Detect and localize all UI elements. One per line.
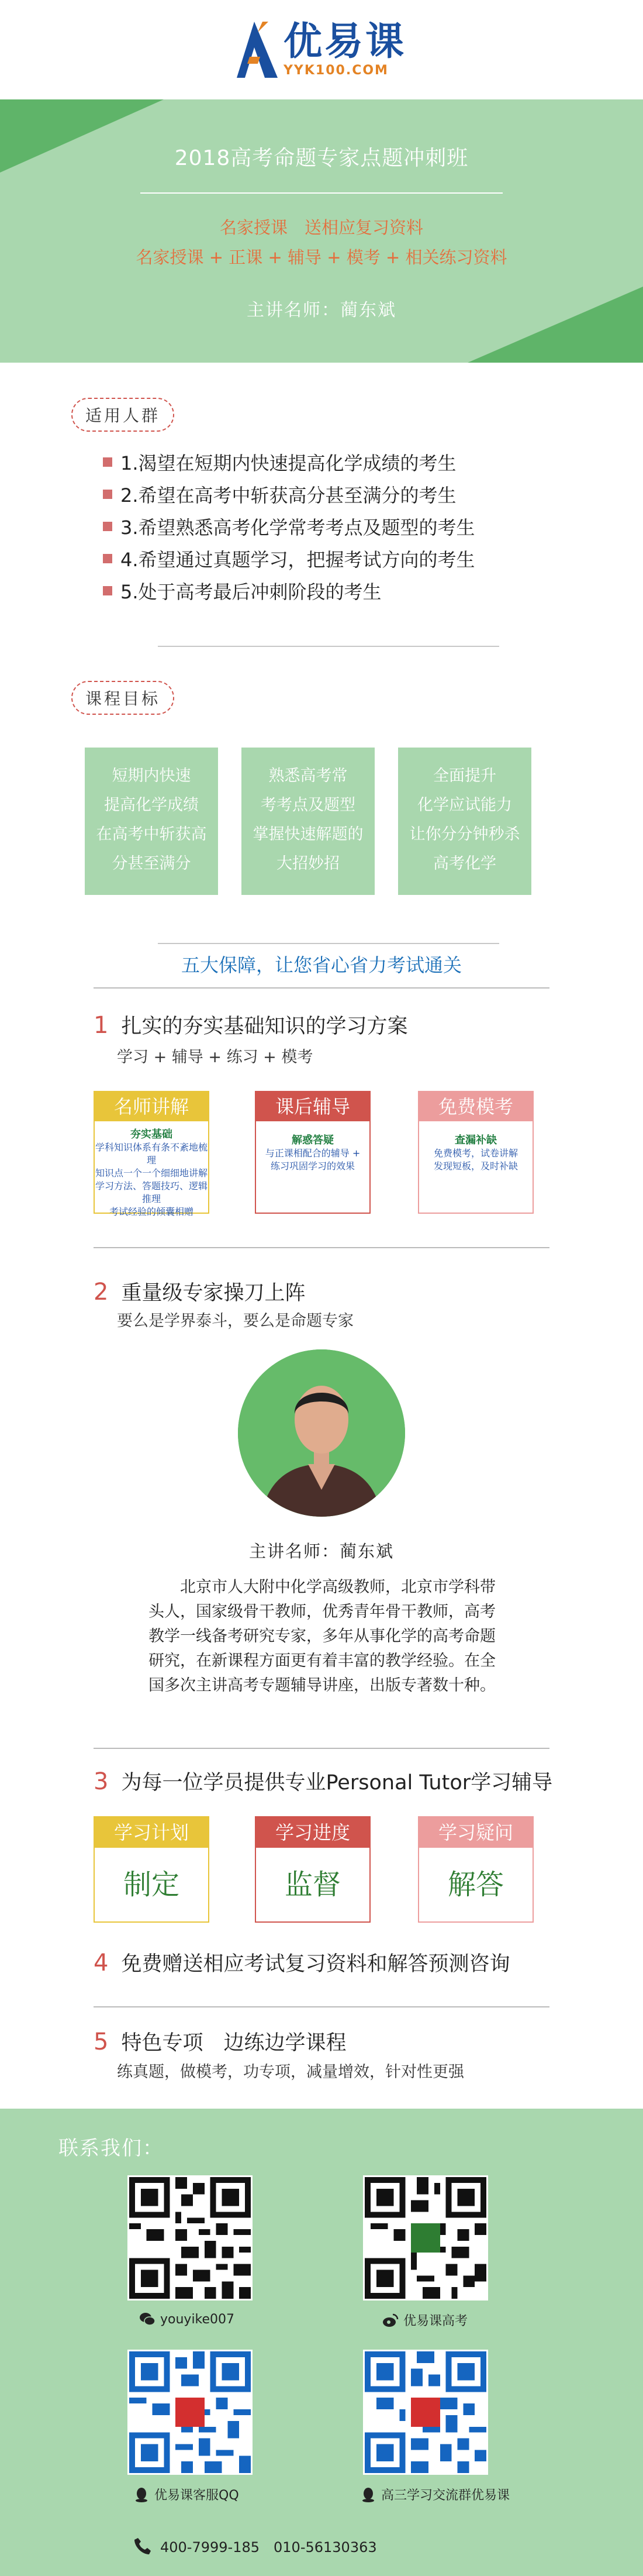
card-progress (255, 1816, 371, 1923)
card-head: 免费模考 (419, 1092, 533, 1121)
phone-numbers[interactable]: 400-7999-185 010-56130363 (133, 2536, 377, 2556)
banner-line1: 名家授课 送相应复习资料 (219, 218, 423, 237)
card-head: 学习疑问 (419, 1817, 533, 1848)
logo-en: YYK100.COM (284, 63, 389, 78)
wechat-icon (139, 2311, 155, 2327)
qr-caption-qq: 优易课客服QQ (133, 2485, 239, 2503)
divider (94, 1247, 549, 1248)
logo-mark-icon (237, 22, 278, 78)
list-item: 1.渴望在短期内快速提高化学成绩的考生 (103, 446, 475, 478)
card-body: 解答 (447, 1868, 504, 1901)
card-head: 名师讲解 (95, 1092, 208, 1121)
section-3-head (94, 1766, 552, 1796)
card-questions (418, 1816, 534, 1923)
card-head: 学习计划 (95, 1817, 208, 1848)
bullet-icon (103, 522, 112, 531)
card-lecture: 名师讲解 夯实基础 学科知识体系有条不紊地梳理 知识点一个一个细细地讲解 学习方法、答题技巧、逻辑推理 考试经验的倾囊相赠 (94, 1091, 209, 1214)
qr-icon (365, 2351, 486, 2473)
card-head: 学习进度 (256, 1817, 369, 1848)
qr-code-wechat[interactable] (127, 2175, 253, 2301)
teacher-avatar (238, 1349, 405, 1517)
qr-caption-wechat: youyike007 (139, 2311, 234, 2327)
list-item: 2.希望在高考中斩获高分甚至满分的考生 (103, 478, 475, 510)
qq-icon (133, 2487, 150, 2503)
goal-box: 短期内快速 提高化学成绩 在高考中斩获高 分甚至满分 (85, 748, 218, 895)
bullet-icon (103, 586, 112, 595)
section-5-head (94, 2027, 346, 2056)
goal-box: 全面提升 化学应试能力 让你分分钟秒杀 高考化学 (398, 748, 531, 895)
card-head: 课后辅导 (256, 1092, 369, 1121)
weibo-icon (382, 2312, 399, 2329)
goals-tag: 课程目标 (71, 681, 174, 715)
qr-code-qq-group[interactable] (363, 2350, 488, 2475)
divider (94, 2006, 549, 2007)
banner-teacher: 主讲名师：蔺东斌 (247, 300, 396, 321)
banner-triangle-right (468, 287, 643, 363)
card-plan (94, 1816, 209, 1923)
section-title: 免费赠送相应考试复习资料和解答预测咨询 (121, 1952, 510, 1976)
list-item: 4.希望通过真题学习，把握考试方向的考生 (103, 542, 475, 574)
divider (94, 1748, 549, 1749)
section-title: 为每一位学员提供专业Personal Tutor学习辅导 (121, 1771, 553, 1795)
teacher-name: 主讲名师：蔺东斌 (248, 1541, 394, 1561)
list-item: 3.希望熟悉高考化学常考考点及题型的考生 (103, 510, 475, 542)
qr-code-qq[interactable] (127, 2350, 253, 2475)
guarantee-heading: 五大保障，让您省心省力考试通关 (181, 954, 462, 976)
qr-code-weibo[interactable] (363, 2175, 488, 2301)
section-title: 特色专项 边练边学课程 (121, 2031, 347, 2055)
teacher-portrait-icon (238, 1349, 405, 1517)
banner-title: 2018高考命题专家点题冲刺班 (174, 146, 469, 170)
qr-icon (129, 2177, 251, 2299)
banner-triangle-left (0, 99, 164, 173)
banner-divider (140, 192, 503, 194)
bullet-icon (103, 457, 112, 467)
audience-list (103, 446, 475, 607)
section-2-sub: 要么是学界泰斗，要么是命题专家 (117, 1312, 354, 1330)
phone-icon (133, 2537, 152, 2556)
qr-icon (129, 2351, 251, 2473)
divider (158, 943, 499, 944)
section-number: 5 (94, 2029, 109, 2055)
section-5-sub: 练真题，做模考，功专项，减量增效，针对性更强 (117, 2063, 464, 2081)
section-title: 重量级专家操刀上阵 (121, 1282, 306, 1305)
section-2-head (94, 1277, 305, 1306)
goal-box: 熟悉高考常 考考点及题型 掌握快速解题的 大招妙招 (241, 748, 375, 895)
divider (94, 987, 549, 989)
bullet-icon (103, 554, 112, 563)
divider (158, 646, 499, 647)
qr-icon (365, 2177, 486, 2299)
section-number: 1 (94, 1012, 109, 1039)
qr-caption-weibo: 优易课高考 (382, 2311, 468, 2329)
contact-label: 联系我们： (58, 2137, 164, 2160)
section-1-head (94, 1010, 407, 1039)
logo-cn: 优易课 (284, 18, 406, 64)
card-body: 制定 (123, 1868, 179, 1901)
banner (0, 99, 643, 363)
section-1-sub: 学习 + 辅导 + 练习 + 模考 (117, 1048, 313, 1066)
audience-tag: 适用人群 (71, 398, 174, 432)
section-4-head (94, 1948, 510, 1977)
card-body: 监督 (284, 1868, 341, 1901)
section-title: 扎实的夯实基础知识的学习方案 (121, 1015, 408, 1038)
card-mock-exam: 免费模考 查漏补缺 免费模考，试卷讲解 发现短板，及时补缺 (418, 1091, 534, 1214)
qr-caption-qq-group: 高三学习交流群优易课 (360, 2485, 510, 2503)
section-number: 4 (94, 1950, 109, 1976)
footer (0, 2109, 643, 2576)
teacher-bio: 北京市人大附中化学高级教师，北京市学科带头人，国家级骨干教师，优秀青年骨干教师，高考教学一线备考研究专家，多年从事化学的高考命题研究，在新课程方面更有着丰富的教学经验。在全国多次主讲高考专题辅导讲座，出版专著数十种。 (148, 1578, 496, 1695)
bullet-icon (103, 490, 112, 499)
banner-line2: 名家授课 + 正课 + 辅导 + 模考 + 相关练习资料 (136, 247, 507, 267)
logo (0, 0, 643, 99)
card-tutoring: 课后辅导 解惑答疑 与正课相配合的辅导 + 练习巩固学习的效果 (255, 1091, 371, 1214)
section-number: 2 (94, 1279, 109, 1306)
list-item: 5.处于高考最后冲刺阶段的考生 (103, 574, 475, 607)
qq-icon (360, 2487, 376, 2503)
section-number: 3 (94, 1768, 109, 1795)
